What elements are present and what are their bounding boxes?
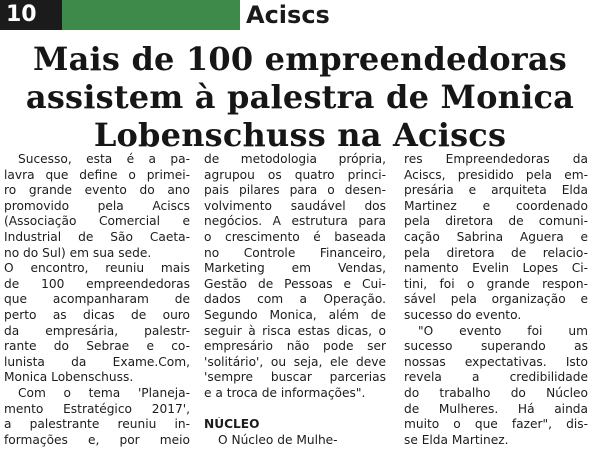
text-line: seguir à risca estas dicas, o [204,323,386,338]
article-column-1 [4,152,190,448]
text-line: Com o tema 'Planeja- [18,385,190,400]
section-color-band [62,0,240,30]
article-subheading: NÚCLEO [204,417,260,432]
text-line: Monica Lobenschuss. [4,370,134,385]
text-line: a palestrante reuniu in- [4,417,190,432]
headline-line: Mais de 100 empreendedoras [33,40,567,78]
text-line: "O evento foi um [418,323,588,338]
text-line: sável pela organização e [404,292,588,307]
text-line: Gestão de Pessoas e Cui- [204,276,386,291]
page-number: 10 [6,2,37,27]
text-line: presária e arquiteta Elda [404,183,588,198]
text-line: e a troca de informações". [204,385,366,400]
text-line: Segundo Monica, além de [204,307,386,322]
text-line: perto as dicas de ouro [4,307,190,322]
text-line: (Associação Comercial e [4,214,190,229]
text-line: 'sempre buscar parcerias [204,370,386,385]
text-line: ro grande evento do ano [4,183,190,198]
text-line: sucesso do evento. [404,307,522,322]
text-line: lunista da Exame.Com, [4,354,190,369]
text-line: agrupou os quatro princi- [204,167,386,182]
page-number-box [0,0,62,30]
text-line: pela diretora de relacio- [404,245,588,260]
text-line: Martinez e coordenado [404,198,588,213]
text-line: Sucesso, esta é a pa- [18,152,190,166]
text-line: no Controle Financeiro, [204,245,386,260]
text-line: formações e, por meio [4,432,190,447]
text-line: promovido pela Aciscs [4,198,190,213]
text-line: 'solitário', ou seja, ele deve [204,354,386,369]
text-line: empresário não pode ser [204,339,386,354]
text-line: o crescimento é baseada [204,229,386,244]
text-line: negócios. A estrutura para [204,214,386,229]
text-line: da empresária, palestr- [4,323,190,338]
text-line: de 100 empreendedoras [4,276,190,291]
text-line: Marketing em Vendas, [204,261,386,276]
text-line: Industrial de São Caeta- [4,229,190,244]
text-line: mento Estratégico 2017', [4,401,190,416]
text-line: no do Sul) em sua sede. [4,245,152,260]
text-line: de metodologia própria, [204,152,386,166]
text-line: revela a credibilidade [404,370,588,385]
text-line: cação Sabrina Aguera e [404,229,588,244]
text-line: se Elda Martinez. [404,432,509,447]
text-line: tini, foi o grande respon- [404,276,588,291]
text-line: do trabalho do Núcleo [404,385,588,400]
text-line: que acompanharam de [4,292,190,307]
text-line: namento Evelin Lopes Ci- [404,261,588,276]
text-line: sucesso superando as [404,339,588,354]
text-line: dados com a Operação. [204,292,386,307]
text-line: volvimento saudável dos [204,198,386,213]
text-line: pela diretora de comuni- [404,214,588,229]
text-line: res Empreendedoras da [404,152,588,166]
text-line: de Mulheres. Há ainda [404,401,588,416]
text-line: Aciscs, presidido pela em- [404,167,588,182]
paragraph-gap [204,402,386,418]
headline-line: Lobenschuss na Aciscs [93,116,507,154]
headline-line: assistem à palestra de Monica [25,78,575,116]
text-line: lavra que define o primei- [4,167,190,182]
text-line: O Núcleo de Mulhe- [218,432,338,447]
text-line: rante do Sebrae e co- [4,339,190,354]
text-line: pais pilares para o desen- [204,183,386,198]
article-headline [0,40,600,154]
section-name: Aciscs [246,1,330,29]
page-header [0,0,600,30]
article-column-3 [404,152,588,448]
text-line: nossas expectativas. Isto [404,354,588,369]
text-line: muito o que fazer", dis- [404,417,588,432]
text-line: O encontro, reuniu mais [4,261,190,276]
article-column-2 [204,152,386,448]
